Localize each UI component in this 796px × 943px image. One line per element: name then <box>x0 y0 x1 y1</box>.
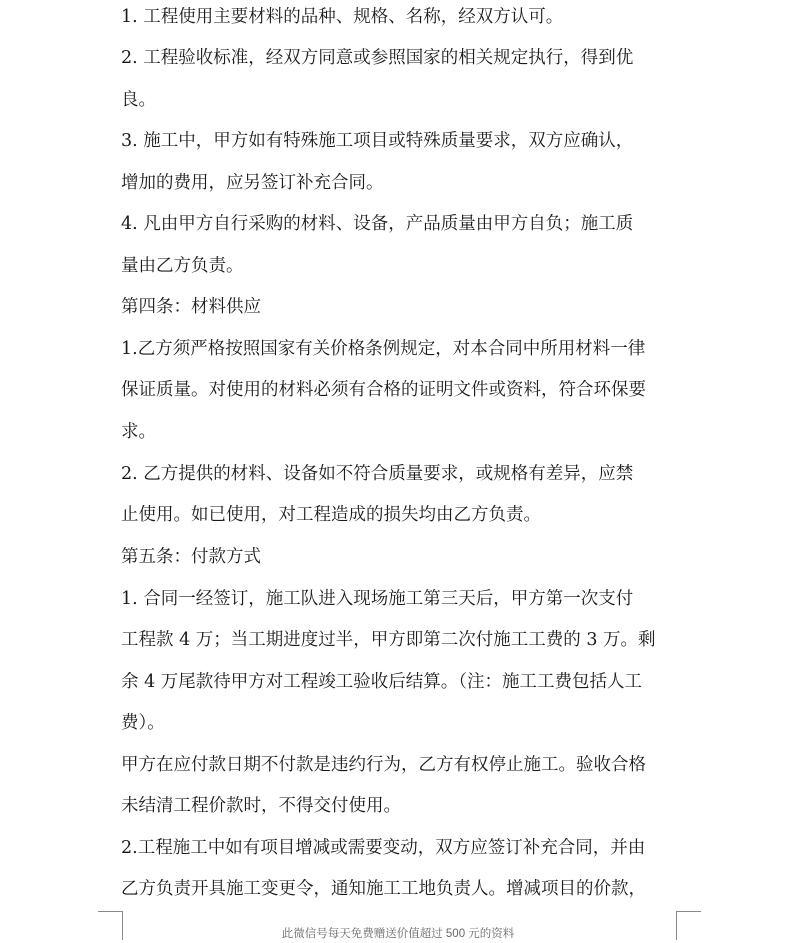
text-line: 甲方在应付款日期不付款是违约行为，乙方有权停止施工。验收合格 <box>121 755 646 775</box>
text-line: 量由乙方负责。 <box>121 256 244 276</box>
text-line: 1. 工程使用主要材料的品种、规格、名称，经双方认可。 <box>121 7 564 27</box>
section-heading: 第四条：材料供应 <box>121 297 261 317</box>
text-line: 余 4 万尾款待甲方对工程竣工验收后结算。（注：施工工费包括人工 <box>121 672 643 692</box>
text-line: 1. 合同一经签订，施工队进入现场施工第三天后，甲方第一次支付 <box>121 589 634 609</box>
text-line: 费）。 <box>121 713 165 733</box>
text-line: 求。 <box>121 422 156 442</box>
text-line: 工程款 4 万；当工期进度过半，甲方即第二次付施工工费的 3 万。剩 <box>121 630 656 650</box>
text-line: 增加的费用，应另签订补充合同。 <box>121 173 384 193</box>
text-line: 2.工程施工中如有项目增减或需要变动，双方应签订补充合同，并由 <box>121 838 646 858</box>
page-footer: 此微信号每天免费赠送价值超过 500 元的资料 <box>281 928 515 940</box>
text-line: 3. 施工中，甲方如有特殊施工项目或特殊质量要求，双方应确认， <box>121 131 634 151</box>
text-line: 2. 工程验收标准，经双方同意或参照国家的相关规定执行，得到优 <box>121 48 634 68</box>
text-line: 良。 <box>121 90 156 110</box>
text-line: 未结清工程价款时，不得交付使用。 <box>121 796 401 816</box>
text-line: 保证质量。对使用的材料必须有合格的证明文件或资料，符合环保要 <box>121 380 646 400</box>
text-line: 2. 乙方提供的材料、设备如不符合质量要求，或规格有差异，应禁 <box>121 464 634 484</box>
section-heading: 第五条：付款方式 <box>121 547 261 567</box>
text-line: 1.乙方须严格按照国家有关价格条例规定，对本合同中所用材料一律 <box>121 339 646 359</box>
text-line: 止使用。如已使用，对工程造成的损失均由乙方负责。 <box>121 505 541 525</box>
text-line: 乙方负责开具施工变更令，通知施工工地负责人。增减项目的价款， <box>121 879 646 899</box>
text-line: 4. 凡由甲方自行采购的材料、设备，产品质量由甲方自负；施工质 <box>121 214 634 234</box>
